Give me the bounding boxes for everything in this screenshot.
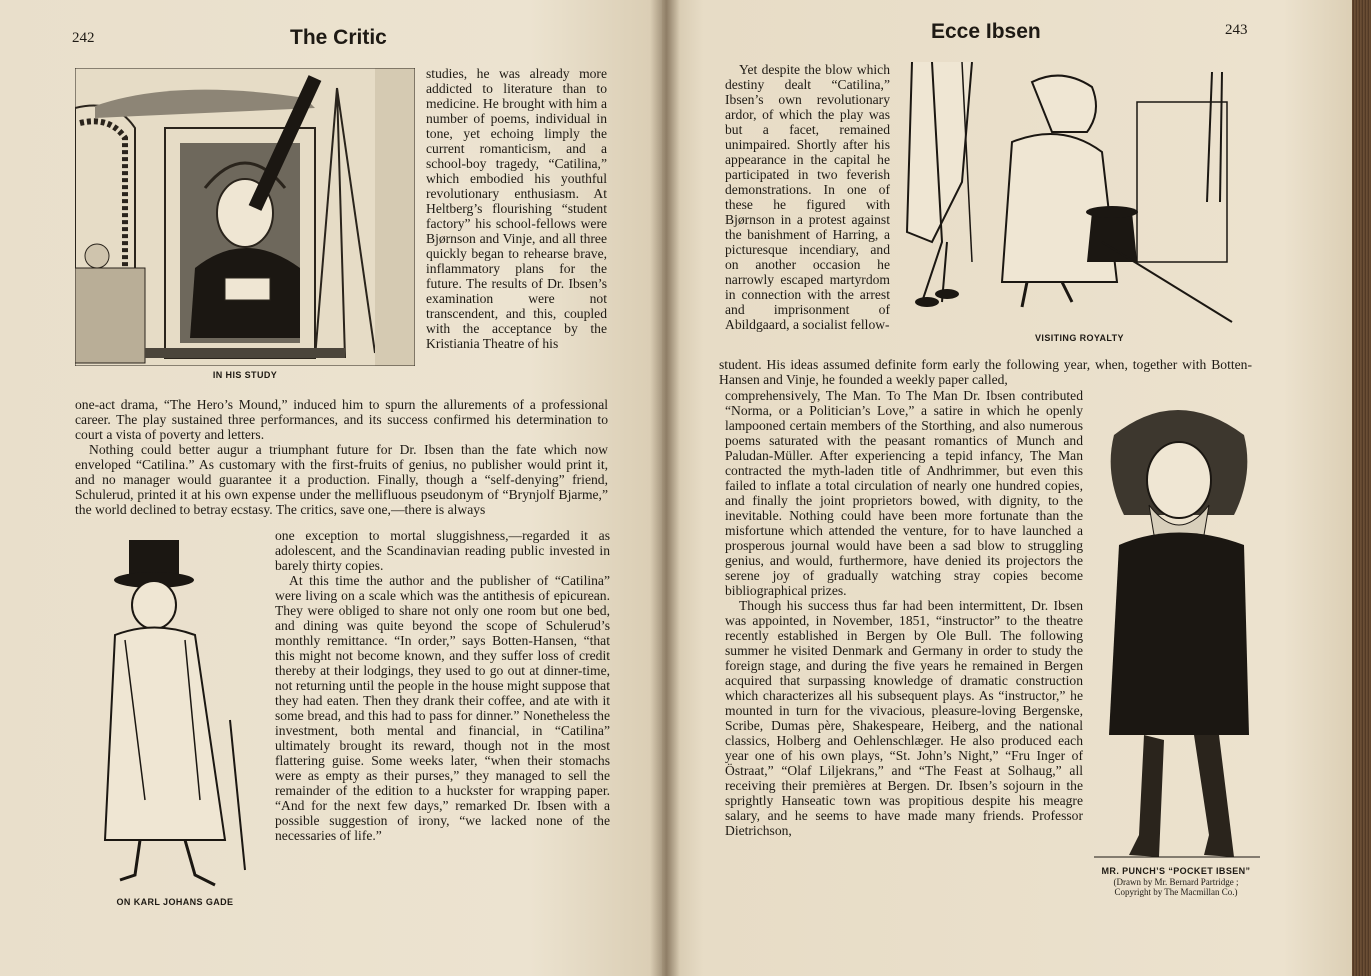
caption-pocket-ibsen: MR. PUNCH’S “POCKET IBSEN” [1101, 866, 1251, 876]
paragraph: one-act drama, “The Hero’s Mound,” induced him to spurn the allurements of a professional career. The play sustained three performances, and its success confirmed his determination to court a vista of poverty and letters. [75, 397, 608, 442]
royalty-drawing [902, 62, 1247, 327]
left-full-width-text [75, 397, 608, 517]
paragraph: one exception to mortal sluggishness,—regarded it as adolescent, and the Scandinavian reading public invested in barely thirty copies. [275, 528, 610, 573]
left-column-bottom [275, 528, 610, 843]
study-drawing [75, 68, 415, 366]
paragraph: At this time the author and the publisher of “Catilina” were living on a scale which was the antithesis of epicurean. They were obliged to share not only one room but one bed, and dining was quite beyond the scope of Schulerud’s monthly remittance. “In order,” says Botten-Hansen, “that this might not become known, and they suffer loss of credit thereby at their lodgings, they used to go out at dinner-time, not returning until the people in the house might suppose that they had eaten. Then they drank their coffee, and ate with it some bread, and this had to pass for dinner.” Nonetheless the investment, both mental and financial, in “Catilina” ultimately brought its reward, though not in the most flattering guise. Some weeks later, “when their stomachs were as empty as their purses,” they managed to sell the remainder of the edition to a huckster for wrapping paper. “And for the next few days,” remarked Dr. Ibsen with a possible suggestion of irony, “we lacked none of the necessaries of life.” [275, 573, 610, 843]
page-number-left: 242 [72, 30, 95, 46]
caption-visiting-royalty: VISITING ROYALTY [1035, 333, 1124, 343]
book-gutter [650, 0, 680, 976]
running-head-right: Ecce Ibsen [931, 20, 1041, 43]
illustration-on-karl-johans-gade [85, 540, 263, 890]
caption-on-karl-johans-gade: ON KARL JOHANS GADE [116, 897, 234, 907]
paragraph: Though his success thus far had been intermittent, Dr. Ibsen was appointed, in November, 1851, “instructor” to the theatre recently established in Bergen by Ole Bull. The following summer he visited Denmark and Germany in order to study the foreign stage, and during the five years he remained in Bergen acquired that surpassing knowledge of dramatic construction which characterizes all his subsequent plays. As “instructor,” he mounted in turn for the vivacious, pleasure-loving Bergenske, Scribe, Dumas père, Shakespeare, Heiberg, and the national classics, Holberg and Oehlenschlæger. He also produced each year one of his own plays, “St. John’s Night,” “Fru Inger of Östraat,” “Olaf Liljekrans,” and “The Feast at Solhaug,” all receiving their premières at Bergen. Dr. Ibsen’s sojourn in the sprightly Hanseatic town was propitious despite his meagre salary, and he seems to have made many friends. Professor Dietrichson, [725, 598, 1083, 838]
paragraph: student. His ideas assumed definite form early the following year, when, together with Botten-Hansen and Vinje, he founded a weekly paper called, [719, 357, 1252, 387]
paragraph: studies, he was already more addicted to literature than to medicine. He brought with him a number of poems, individual in tone, yet echoing limply the current romanticism, and a school-boy tragedy, “Catilina,” which embodied his youthful revolutionary enthusiasm. At Heltberg’s flourishing “student factory” his school-fellows were Bjørnson and Vinje, and all three quickly began to rehearse brave, inflammatory plans for the future. The results of Dr. Ibsen’s examination were not transcendent, and this, coupled with the acceptance by the Kristiania Theatre of his [426, 66, 607, 351]
left-column-top [426, 66, 607, 351]
paragraph: Yet despite the blow which destiny dealt “Catilina,” Ibsen’s own revolutionary ardor, of which the play was but a facet, remained unimpaired. Shortly after his appearance in the capital he participated in two feverish demonstrations. In one of these he figured with Bjørnson in a protest against the banishment of Harring, a picturesque incendiary, and on another occasion he narrowly escaped martyrdom in connection with the arrest and imprisonment of Abildgaard, a socialist fellow- [725, 62, 890, 332]
paragraph: Nothing could better augur a triumphant future for Dr. Ibsen than the fate which now enveloped “Catilina.” As customary with the first-fruits of genius, no publisher would print it, and no manager would guarantee it a production. Finally, though a “self-denying” friend, Schulerud, printed it at his own expense under the mellifluous pseudonym of “Brynjolf Bjarme,” the world declined to betray ecstasy. The critics, save one,—there is always [75, 442, 608, 517]
right-page [662, 0, 1352, 976]
paragraph: comprehensively, The Man. To The Man Dr. Ibsen contributed “Norma, or a Politician’s Love,” a satire in which he openly lampooned certain members of the Storthing, and also numerous poems saturated with the peasant romantics of Munch and Paludan-Müller. After experiencing a tepid infancy, The Man contracted the myth-laden title of Andhrimmer, but even this failed to inflate a total circulation of nearly one hundred copies, and finally the joint proprietors bowed, with dignity, to the inevitable. Nothing could have been more fortunate than the misfortune which attended the venture, for to have launched a prosperous journal would have been a sad blow to struggling genius, and would, furthermore, have denied its projectors the serene joy of gradually watching stray copies become bibliographical prizes. [725, 388, 1083, 598]
credit-line-1: (Drawn by Mr. Bernard Partridge ; [1113, 877, 1239, 887]
pocket-ibsen-drawing [1094, 395, 1260, 865]
caption-in-his-study: IN HIS STUDY [212, 370, 278, 380]
right-column-top [725, 62, 890, 332]
illustration-visiting-royalty [902, 62, 1247, 327]
page-number-right: 243 [1225, 22, 1248, 38]
running-head-left: The Critic [290, 26, 387, 49]
left-page [0, 0, 662, 976]
credit-line-2: Copyright by The Macmillan Co.) [1114, 887, 1238, 897]
illustration-pocket-ibsen [1094, 395, 1260, 865]
gade-drawing [85, 540, 263, 890]
page-edges [1352, 0, 1371, 976]
illustration-in-his-study [75, 68, 415, 366]
right-full-width-text [719, 357, 1252, 387]
right-column-mid [725, 388, 1083, 838]
